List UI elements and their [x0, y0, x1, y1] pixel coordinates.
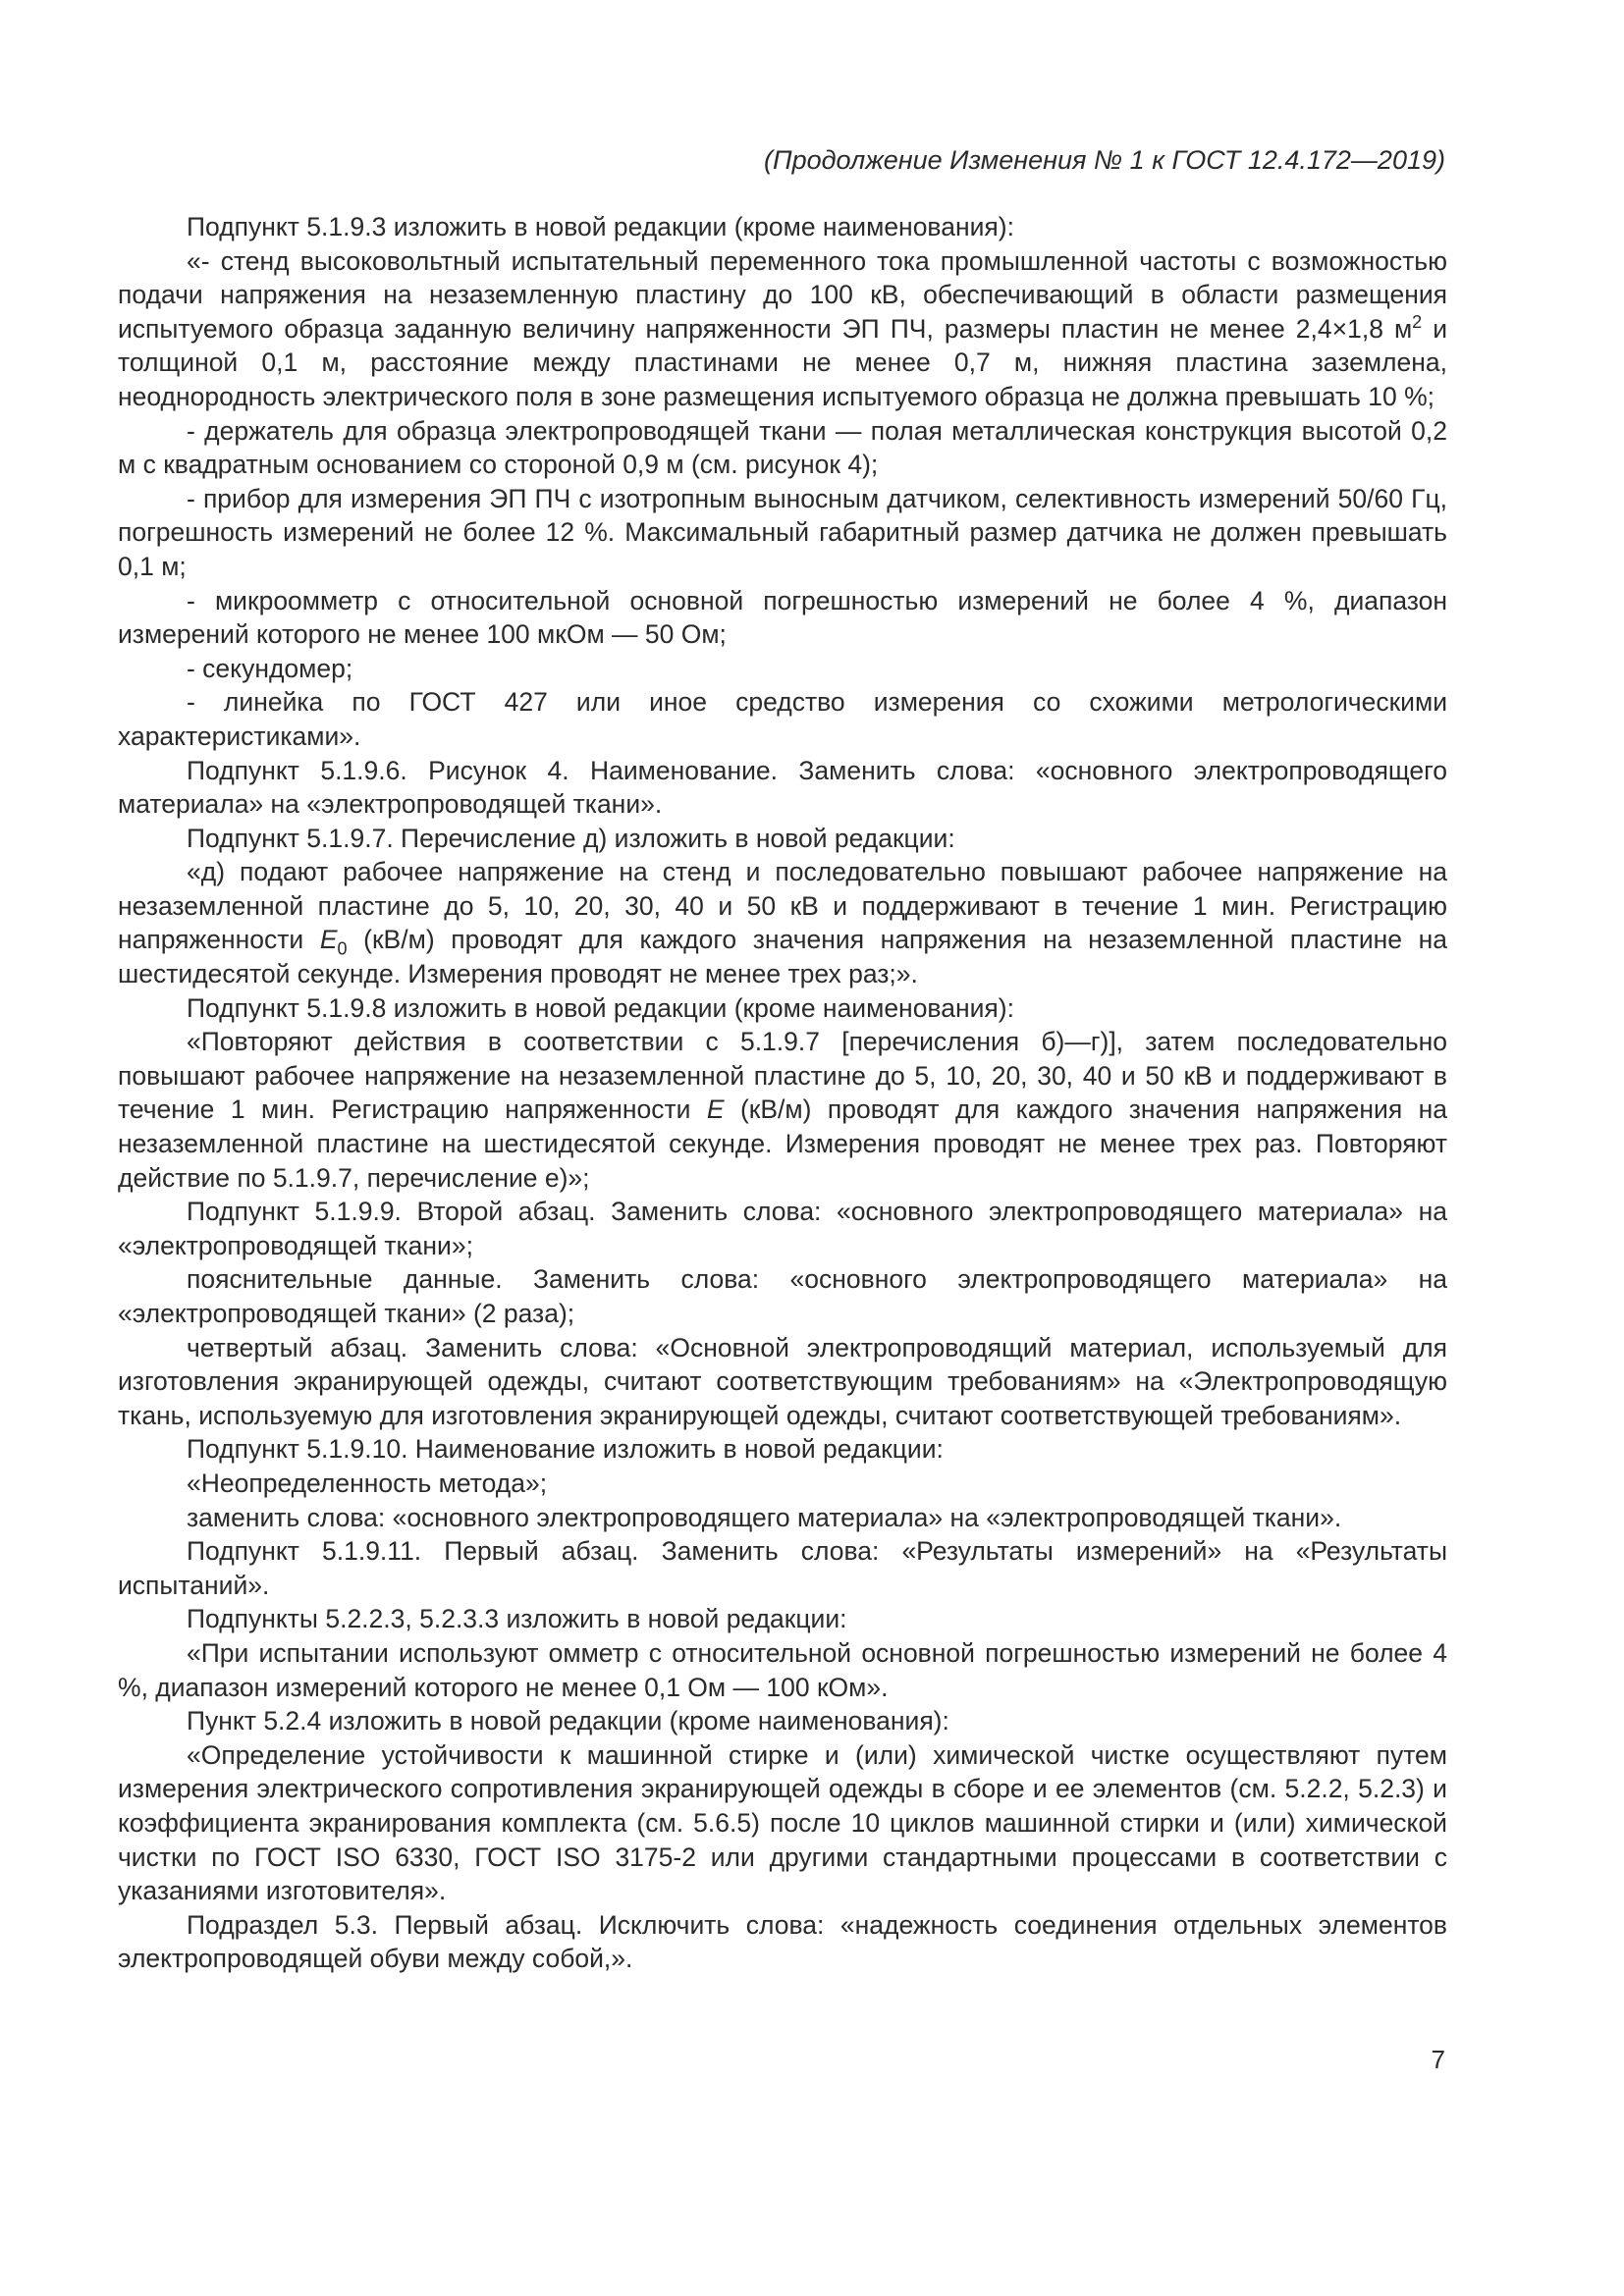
paragraph [118, 855, 1447, 990]
paragraph [118, 1025, 1447, 1195]
paragraph-text: Пункт 5.2.4 изложить в новой редакции (кроме наименования): [187, 1706, 949, 1736]
continuation-header: (Продолжение Изменения № 1 к ГОСТ 12.4.172—2019) [764, 145, 1445, 175]
paragraph [118, 1636, 1447, 1704]
paragraph-text: - микроомметр с относительной основной погрешностью измерений не более 4 %, диапазон измерений которого не менее 100 мкОм — 50 Ом; [118, 585, 1447, 650]
paragraph-text: Подпункт 5.1.9.9. Второй абзац. Заменить слова: «основного электропроводящего материала» на «электропроводящей ткани»; [118, 1197, 1447, 1260]
paragraph [118, 991, 1447, 1026]
paragraph-text: «- стенд высоковольтный испытательный переменного тока промышленной частоты с возможностью подачи напряжения на незаземленную пластину до 100 кВ, обеспечивающий в области размещения испытуемого образца заданную величину напряженности ЭП ПЧ, размеры пластин не менее 2,4×1,8 м [118, 245, 1447, 344]
paragraph [118, 1534, 1447, 1602]
paragraph [118, 1432, 1447, 1467]
italic-symbol: E [706, 1095, 725, 1125]
paragraph-text: - линейка по ГОСТ 427 или иное средство измерения со схожими метрологическими характеристиками». [118, 687, 1447, 751]
paragraph [118, 244, 1447, 414]
paragraph [118, 1501, 1447, 1535]
document-body [118, 210, 1447, 1976]
paragraph-text: Подпункт 5.1.9.8 изложить в новой редакции (кроме наименования): [187, 992, 1014, 1023]
paragraph-text: «Неопределенность метода»; [187, 1468, 548, 1498]
paragraph-text: Подпункт 5.1.9.6. Рисунок 4. Наименование. Заменить слова: «основного электропроводящего материала» на «электропроводящей ткани». [118, 755, 1447, 820]
paragraph [118, 1908, 1447, 1976]
paragraph [118, 1467, 1447, 1501]
paragraph-text: «Повторяют действия в соответствии с 5.1.9.7 [перечисления б)—г)], затем последовательно повышают рабочее напряжение на незаземленной пластине до 5, 10, 20, 30, 40 и 50 кВ и поддерживают в течение 1 мин. Регистрацию напряженности [118, 1027, 1447, 1125]
paragraph [118, 482, 1447, 584]
paragraph [118, 1331, 1447, 1433]
paragraph [118, 685, 1447, 753]
paragraph-text: и толщиной 0,1 м, расстояние между пластинами не менее 0,7 м, нижняя пластина заземлена, неоднородность электрического поля в зоне размещения испытуемого образца не должна превышать 10 %; [118, 313, 1448, 411]
paragraph [118, 822, 1447, 856]
paragraph [118, 652, 1447, 686]
paragraph-text: Подпункт 5.1.9.3 изложить в новой редакции (кроме наименования): [187, 212, 1014, 241]
paragraph-text: пояснительные данные. Заменить слова: «основного электропроводящего материала» на «электропроводящей ткани» (2 раза); [118, 1264, 1447, 1328]
page-number: 7 [1431, 2045, 1445, 2074]
paragraph [118, 210, 1447, 244]
paragraph-text: Подпункт 5.1.9.10. Наименование изложить в новой редакции: [187, 1434, 944, 1465]
paragraph [118, 754, 1447, 822]
paragraph-text: (кВ/м) проводят для каждого значения напряжения на незаземленной пластине на шестидесятой секунде. Измерения проводят не менее трех раз;». [118, 925, 1448, 989]
paragraph [118, 1704, 1447, 1738]
paragraph [118, 414, 1447, 482]
paragraph [118, 584, 1447, 652]
paragraph-text: - секундомер; [187, 653, 353, 683]
paragraph-text: «При испытании используют омметр с относительной основной погрешностью измерений не более 4 %, диапазон измерений которого не менее 0,1 Ом — 100 кОм». [118, 1637, 1447, 1702]
paragraph-text: «Определение устойчивости к машинной стирке и (или) химической чистке осуществляют путем измерения электрического сопротивления экранирующей одежды в сборе и ее элементов (см. 5.2.2, 5.2.3) и коэффициента экранирования комплекта (см. 5.6.5) после 10 циклов машинной стирки и (или) химической чистки по ГОСТ ISO 6330, ГОСТ ISO 3175-2 или другими стандартными процессами в соответствии с указаниями изготовителя». [118, 1739, 1447, 1906]
paragraph-text: «д) подают рабочее напряжение на стенд и последовательно повышают рабочее напряжение на незаземленной пластине до 5, 10, 20, 30, 40 и 50 кВ и поддерживают в течение 1 мин. Регистрацию напряженности [118, 857, 1447, 955]
paragraph-text: - прибор для измерения ЭП ПЧ с изотропным выносным датчиком, селективность измерений 50/60 Гц, погрешность измерений не более 12 %. Максимальный габаритный размер датчика не должен превышать 0,1 м; [118, 483, 1447, 581]
paragraph-text: Подпункты 5.2.2.3, 5.2.3.3 изложить в новой редакции: [187, 1604, 847, 1634]
paragraph-text: заменить слова: «основного электропроводящего материала» на «электропроводящей ткани». [187, 1502, 1342, 1532]
paragraph-text: - держатель для образца электропроводящей ткани — полая металлическая конструкция высотой 0,2 м с квадратным основанием со стороной 0,9 м (см. рисунок 4); [118, 415, 1447, 480]
paragraph [118, 1738, 1447, 1908]
italic-symbol: E [319, 925, 338, 955]
superscript: 2 [1412, 311, 1423, 332]
paragraph-text: (кВ/м) проводят для каждого значения напряжения на незаземленной пластине на шестидесятой секунде. Измерения проводят не менее трех раз. Повторяют действие по 5.1.9.7, перечисление е)»; [118, 1095, 1447, 1193]
paragraph [118, 1602, 1447, 1636]
paragraph-text: четвертый абзац. Заменить слова: «Основной электропроводящий материал, используемый для изготовления экранирующей одежды, считают соответствующим требованиям» на «Электропроводящую ткань, используемую для изготовления экранирующей одежды, считают соответствующей требованиям». [118, 1332, 1447, 1430]
paragraph-text: Подраздел 5.3. Первый абзац. Исключить слова: «надежность соединения отдельных элементов электропроводящей обуви между собой,». [118, 1909, 1447, 1974]
paragraph [118, 1195, 1447, 1262]
paragraph-text: Подпункт 5.1.9.7. Перечисление д) изложить в новой редакции: [187, 823, 955, 853]
paragraph-text: Подпункт 5.1.9.11. Первый абзац. Заменить слова: «Результаты измерений» на «Результаты испытаний». [118, 1536, 1447, 1600]
subscript: 0 [337, 938, 348, 959]
paragraph [118, 1262, 1447, 1330]
